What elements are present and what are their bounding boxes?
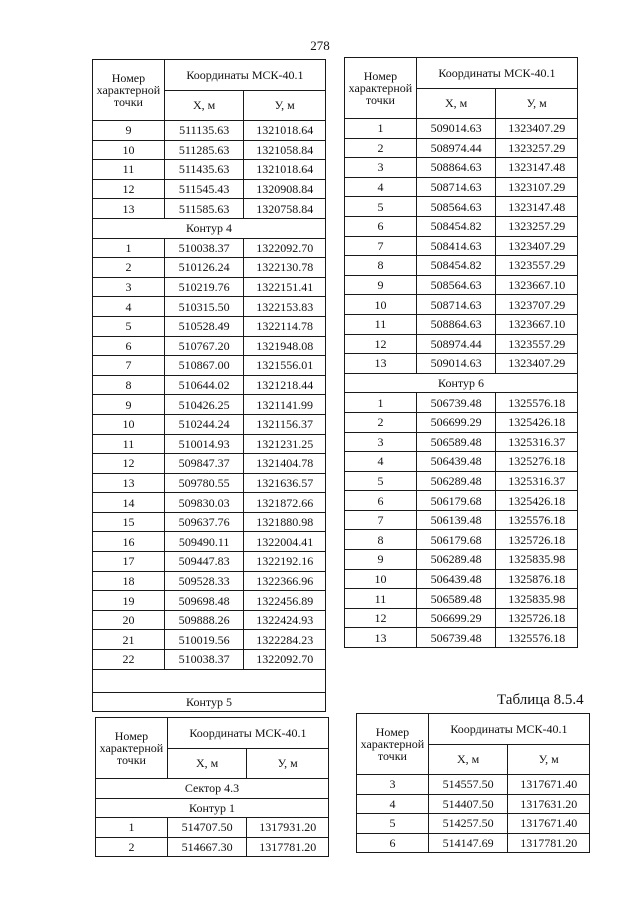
- x-coordinate-cell: 509490.11: [164, 532, 244, 552]
- x-coordinate-cell: 508454.82: [416, 256, 496, 276]
- point-number-cell: 13: [345, 628, 417, 648]
- table-row: [93, 160, 326, 180]
- point-number-cell: 13: [93, 473, 165, 493]
- y-coordinate-cell: 1322284.23: [244, 630, 326, 650]
- point-number-cell: 10: [345, 569, 417, 589]
- x-coordinate-cell: 510019.56: [164, 630, 244, 650]
- table-row: [93, 512, 326, 532]
- y-coordinate-cell: 1322151.41: [244, 277, 326, 297]
- point-number-cell: 10: [93, 414, 165, 434]
- x-coordinate-cell: 510244.24: [164, 414, 244, 434]
- y-coordinate-cell: 1322114.78: [244, 316, 326, 336]
- table-row: [93, 395, 326, 415]
- section-row: Контур 4: [93, 218, 326, 238]
- y-coordinate-cell: 1325316.37: [496, 432, 578, 452]
- point-number-cell: 4: [93, 297, 165, 317]
- y-coordinate-cell: 1325576.18: [496, 510, 578, 530]
- y-coordinate-cell: 1321018.64: [244, 121, 326, 141]
- x-coordinate-cell: 511135.63: [164, 121, 244, 141]
- x-coordinate-cell: 508974.44: [416, 334, 496, 354]
- table-row: [93, 552, 326, 572]
- y-coordinate-cell: 1322366.96: [244, 571, 326, 591]
- point-number-cell: 12: [345, 334, 417, 354]
- table-row: [345, 275, 578, 295]
- table-row: [93, 199, 326, 219]
- point-number-cell: 11: [345, 589, 417, 609]
- x-coordinate-cell: 508414.63: [416, 236, 496, 256]
- page-number: 278: [310, 38, 330, 53]
- point-number-cell: 6: [345, 216, 417, 236]
- point-number-cell: 2: [345, 412, 417, 432]
- x-coordinate-cell: 514707.50: [167, 818, 247, 838]
- x-coordinate-cell: 506589.48: [416, 432, 496, 452]
- y-header: У, м: [244, 90, 326, 121]
- table-row: [96, 837, 329, 857]
- x-coordinate-cell: 506289.48: [416, 471, 496, 491]
- point-number-cell: 9: [345, 550, 417, 570]
- y-coordinate-cell: 1323667.10: [496, 275, 578, 295]
- coordinates-header: Координаты МСК-40.1: [167, 718, 328, 749]
- table-row: [357, 794, 590, 814]
- table-row: [93, 610, 326, 630]
- point-number-cell: 14: [93, 493, 165, 513]
- point-number-cell: 4: [345, 452, 417, 472]
- x-coordinate-cell: 510014.93: [164, 434, 244, 454]
- y-coordinate-cell: 1323707.29: [496, 295, 578, 315]
- y-coordinate-cell: 1325835.98: [496, 589, 578, 609]
- point-number-cell: 8: [345, 256, 417, 276]
- table-row: [345, 138, 578, 158]
- point-number-cell: 7: [93, 356, 165, 376]
- point-number-cell: 4: [357, 794, 429, 814]
- y-coordinate-cell: 1322130.78: [244, 258, 326, 278]
- x-header: X, м: [416, 88, 496, 119]
- point-number-cell: 12: [345, 608, 417, 628]
- x-coordinate-cell: 506179.68: [416, 530, 496, 550]
- point-number-cell: 17: [93, 552, 165, 572]
- y-coordinate-cell: 1323407.29: [496, 119, 578, 139]
- y-coordinate-cell: 1320908.84: [244, 179, 326, 199]
- coordinates-header: Координаты МСК-40.1: [416, 58, 577, 89]
- x-header: X, м: [164, 90, 244, 121]
- point-number-cell: 8: [345, 530, 417, 550]
- point-number-cell: 9: [93, 395, 165, 415]
- y-coordinate-cell: 1321156.37: [244, 414, 326, 434]
- point-number-cell: 11: [345, 314, 417, 334]
- table-row: [96, 818, 329, 838]
- y-coordinate-cell: 1317671.40: [508, 775, 590, 795]
- table-row: [93, 650, 326, 670]
- x-coordinate-cell: 508564.63: [416, 197, 496, 217]
- table-row: [345, 412, 578, 432]
- y-coordinate-cell: 1322456.89: [244, 591, 326, 611]
- table-row: [93, 277, 326, 297]
- x-coordinate-cell: 510644.02: [164, 375, 244, 395]
- table-row: [93, 258, 326, 278]
- y-coordinate-cell: 1323557.29: [496, 334, 578, 354]
- point-number-cell: 19: [93, 591, 165, 611]
- x-coordinate-cell: 506739.48: [416, 393, 496, 413]
- x-coordinate-cell: 514667.30: [167, 837, 247, 857]
- y-coordinate-cell: 1321231.25: [244, 434, 326, 454]
- y-coordinate-cell: 1325426.18: [496, 491, 578, 511]
- table-row: [93, 121, 326, 141]
- y-coordinate-cell: 1317631.20: [508, 794, 590, 814]
- x-coordinate-cell: 509637.76: [164, 512, 244, 532]
- x-coordinate-cell: 509014.63: [416, 119, 496, 139]
- table-header: [345, 58, 578, 119]
- table-header: [357, 714, 590, 775]
- point-number-cell: 3: [93, 277, 165, 297]
- y-coordinate-cell: 1317781.20: [247, 837, 329, 857]
- x-coordinate-cell: 509698.48: [164, 591, 244, 611]
- table-row: [93, 179, 326, 199]
- point-number-cell: 12: [93, 179, 165, 199]
- point-number-cell: 11: [93, 160, 165, 180]
- x-coordinate-cell: 506289.48: [416, 550, 496, 570]
- x-coordinate-cell: 506179.68: [416, 491, 496, 511]
- section-row: Контур 5: [93, 692, 326, 712]
- point-number-cell: 18: [93, 571, 165, 591]
- x-coordinate-cell: 508714.63: [416, 295, 496, 315]
- y-coordinate-cell: 1323107.29: [496, 177, 578, 197]
- y-coordinate-cell: 1325876.18: [496, 569, 578, 589]
- x-coordinate-cell: 506589.48: [416, 589, 496, 609]
- table-row: [345, 197, 578, 217]
- table-row: [93, 375, 326, 395]
- point-number-cell: 10: [345, 295, 417, 315]
- x-coordinate-cell: 509528.33: [164, 571, 244, 591]
- table-row: [93, 454, 326, 474]
- y-header: У, м: [247, 748, 329, 779]
- x-coordinate-cell: 511545.43: [164, 179, 244, 199]
- x-coordinate-cell: 511435.63: [164, 160, 244, 180]
- point-number-cell: 1: [93, 238, 165, 258]
- table-caption: Таблица 8.5.4: [497, 692, 584, 708]
- y-header: У, м: [496, 88, 578, 119]
- x-coordinate-cell: 510315.50: [164, 297, 244, 317]
- table-row: [93, 336, 326, 356]
- x-header: X, м: [428, 744, 508, 775]
- table-row: [345, 589, 578, 609]
- point-number-cell: 6: [93, 336, 165, 356]
- x-coordinate-cell: 510528.49: [164, 316, 244, 336]
- y-coordinate-cell: 1321058.84: [244, 140, 326, 160]
- x-coordinate-cell: 508864.63: [416, 158, 496, 178]
- y-coordinate-cell: 1323407.29: [496, 236, 578, 256]
- point-number-cell: 2: [345, 138, 417, 158]
- x-coordinate-cell: 508864.63: [416, 314, 496, 334]
- y-coordinate-cell: 1317671.40: [508, 814, 590, 834]
- x-coordinate-cell: 509847.37: [164, 454, 244, 474]
- y-coordinate-cell: 1323407.29: [496, 354, 578, 374]
- y-coordinate-cell: 1325576.18: [496, 393, 578, 413]
- table-row: [93, 238, 326, 258]
- x-coordinate-cell: 510038.37: [164, 650, 244, 670]
- point-number-cell: 2: [93, 258, 165, 278]
- y-coordinate-cell: 1325576.18: [496, 628, 578, 648]
- table-row: [93, 571, 326, 591]
- point-number-cell: 1: [345, 119, 417, 139]
- table-row: [345, 158, 578, 178]
- point-number-cell: 5: [93, 316, 165, 336]
- point-number-cell: 13: [93, 199, 165, 219]
- table-row: [345, 314, 578, 334]
- table-row: [345, 236, 578, 256]
- point-number-cell: 11: [93, 434, 165, 454]
- coordinates-table-left-bottom: [95, 717, 329, 857]
- y-coordinate-cell: 1323257.29: [496, 138, 578, 158]
- point-number-cell: 10: [93, 140, 165, 160]
- x-coordinate-cell: 506439.48: [416, 452, 496, 472]
- table-row: [345, 119, 578, 139]
- table-row: [93, 493, 326, 513]
- table-row: [93, 532, 326, 552]
- point-number-header: Номер характерной точки: [345, 58, 417, 119]
- y-coordinate-cell: 1323557.29: [496, 256, 578, 276]
- x-coordinate-cell: 509888.26: [164, 610, 244, 630]
- point-number-cell: 3: [357, 775, 429, 795]
- point-number-cell: 9: [93, 121, 165, 141]
- table-row: [93, 140, 326, 160]
- y-header: У, м: [508, 744, 590, 775]
- section-row: Сектор 4.3: [96, 779, 329, 799]
- y-coordinate-cell: 1322092.70: [244, 238, 326, 258]
- table-row: [345, 550, 578, 570]
- y-coordinate-cell: 1325276.18: [496, 452, 578, 472]
- coordinates-table-right-top: [344, 57, 578, 648]
- table-row: [93, 434, 326, 454]
- point-number-cell: 7: [345, 510, 417, 530]
- table-row: [93, 591, 326, 611]
- x-coordinate-cell: 506699.29: [416, 412, 496, 432]
- point-number-cell: 3: [345, 432, 417, 452]
- x-coordinate-cell: 508564.63: [416, 275, 496, 295]
- point-number-cell: 20: [93, 610, 165, 630]
- point-number-header: Номер характерной точки: [93, 60, 165, 121]
- table-row: [345, 216, 578, 236]
- x-coordinate-cell: 510426.25: [164, 395, 244, 415]
- table-row: [345, 295, 578, 315]
- point-number-cell: 5: [345, 471, 417, 491]
- x-coordinate-cell: 509830.03: [164, 493, 244, 513]
- coordinates-table-right-bottom: [356, 713, 590, 853]
- coordinates-table-left-top: [92, 59, 326, 712]
- table-row: [345, 608, 578, 628]
- table-header: [96, 718, 329, 779]
- y-coordinate-cell: 1322004.41: [244, 532, 326, 552]
- table-row: [357, 833, 590, 853]
- empty-row: [93, 669, 326, 692]
- x-coordinate-cell: 506139.48: [416, 510, 496, 530]
- point-number-cell: 4: [345, 177, 417, 197]
- table-row: [345, 432, 578, 452]
- y-coordinate-cell: 1317931.20: [247, 818, 329, 838]
- table-row: [345, 334, 578, 354]
- point-number-header: Номер характерной точки: [96, 718, 168, 779]
- y-coordinate-cell: 1323257.29: [496, 216, 578, 236]
- y-coordinate-cell: 1321636.57: [244, 473, 326, 493]
- point-number-cell: 7: [345, 236, 417, 256]
- table-row: [93, 414, 326, 434]
- y-coordinate-cell: 1321404.78: [244, 454, 326, 474]
- x-coordinate-cell: 508454.82: [416, 216, 496, 236]
- y-coordinate-cell: 1325726.18: [496, 530, 578, 550]
- table-row: [93, 297, 326, 317]
- point-number-header: Номер характерной точки: [357, 714, 429, 775]
- x-coordinate-cell: 510767.20: [164, 336, 244, 356]
- x-coordinate-cell: 514147.69: [428, 833, 508, 853]
- x-coordinate-cell: 506699.29: [416, 608, 496, 628]
- y-coordinate-cell: 1322092.70: [244, 650, 326, 670]
- point-number-cell: 1: [96, 818, 168, 838]
- point-number-cell: 13: [345, 354, 417, 374]
- x-coordinate-cell: 514407.50: [428, 794, 508, 814]
- y-coordinate-cell: 1323147.48: [496, 197, 578, 217]
- table-row: [93, 316, 326, 336]
- coordinates-header: Координаты МСК-40.1: [428, 714, 589, 745]
- table-row: [345, 471, 578, 491]
- y-coordinate-cell: 1321872.66: [244, 493, 326, 513]
- table-row: [93, 630, 326, 650]
- y-coordinate-cell: 1321880.98: [244, 512, 326, 532]
- x-coordinate-cell: 506739.48: [416, 628, 496, 648]
- y-coordinate-cell: 1321141.99: [244, 395, 326, 415]
- point-number-cell: 5: [357, 814, 429, 834]
- x-coordinate-cell: 506439.48: [416, 569, 496, 589]
- table-row: [345, 510, 578, 530]
- table-row: [93, 473, 326, 493]
- y-coordinate-cell: 1321018.64: [244, 160, 326, 180]
- point-number-cell: 21: [93, 630, 165, 650]
- x-coordinate-cell: 508714.63: [416, 177, 496, 197]
- x-coordinate-cell: 510038.37: [164, 238, 244, 258]
- section-row: Контур 1: [96, 798, 329, 818]
- table-row: [93, 356, 326, 376]
- x-coordinate-cell: 511585.63: [164, 199, 244, 219]
- point-number-cell: 8: [93, 375, 165, 395]
- table-header: [93, 60, 326, 121]
- y-coordinate-cell: 1321948.08: [244, 336, 326, 356]
- x-coordinate-cell: 509447.83: [164, 552, 244, 572]
- table-row: [357, 775, 590, 795]
- coordinates-header: Координаты МСК-40.1: [164, 60, 325, 91]
- point-number-cell: 16: [93, 532, 165, 552]
- table-row: [345, 530, 578, 550]
- x-coordinate-cell: 508974.44: [416, 138, 496, 158]
- x-coordinate-cell: 511285.63: [164, 140, 244, 160]
- point-number-cell: 15: [93, 512, 165, 532]
- table-row: [345, 569, 578, 589]
- point-number-cell: 3: [345, 158, 417, 178]
- table-row: [357, 814, 590, 834]
- x-coordinate-cell: 509780.55: [164, 473, 244, 493]
- y-coordinate-cell: 1323667.10: [496, 314, 578, 334]
- table-row: [345, 256, 578, 276]
- y-coordinate-cell: 1322153.83: [244, 297, 326, 317]
- table-row: [345, 491, 578, 511]
- x-coordinate-cell: 509014.63: [416, 354, 496, 374]
- y-coordinate-cell: 1322192.16: [244, 552, 326, 572]
- point-number-cell: 9: [345, 275, 417, 295]
- table-row: [345, 177, 578, 197]
- y-coordinate-cell: 1325316.37: [496, 471, 578, 491]
- section-row: Контур 6: [345, 373, 578, 393]
- point-number-cell: 6: [345, 491, 417, 511]
- table-row: [345, 452, 578, 472]
- x-coordinate-cell: 514557.50: [428, 775, 508, 795]
- x-coordinate-cell: 510867.00: [164, 356, 244, 376]
- y-coordinate-cell: 1323147.48: [496, 158, 578, 178]
- y-coordinate-cell: 1321218.44: [244, 375, 326, 395]
- point-number-cell: 22: [93, 650, 165, 670]
- point-number-cell: 6: [357, 833, 429, 853]
- x-header: X, м: [167, 748, 247, 779]
- point-number-cell: 12: [93, 454, 165, 474]
- x-coordinate-cell: 510126.24: [164, 258, 244, 278]
- point-number-cell: 1: [345, 393, 417, 413]
- y-coordinate-cell: 1321556.01: [244, 356, 326, 376]
- y-coordinate-cell: 1325726.18: [496, 608, 578, 628]
- table-row: [345, 393, 578, 413]
- y-coordinate-cell: 1322424.93: [244, 610, 326, 630]
- x-coordinate-cell: 510219.76: [164, 277, 244, 297]
- point-number-cell: 5: [345, 197, 417, 217]
- point-number-cell: 2: [96, 837, 168, 857]
- y-coordinate-cell: 1320758.84: [244, 199, 326, 219]
- y-coordinate-cell: 1317781.20: [508, 833, 590, 853]
- y-coordinate-cell: 1325835.98: [496, 550, 578, 570]
- x-coordinate-cell: 514257.50: [428, 814, 508, 834]
- table-row: [345, 628, 578, 648]
- y-coordinate-cell: 1325426.18: [496, 412, 578, 432]
- table-row: [345, 354, 578, 374]
